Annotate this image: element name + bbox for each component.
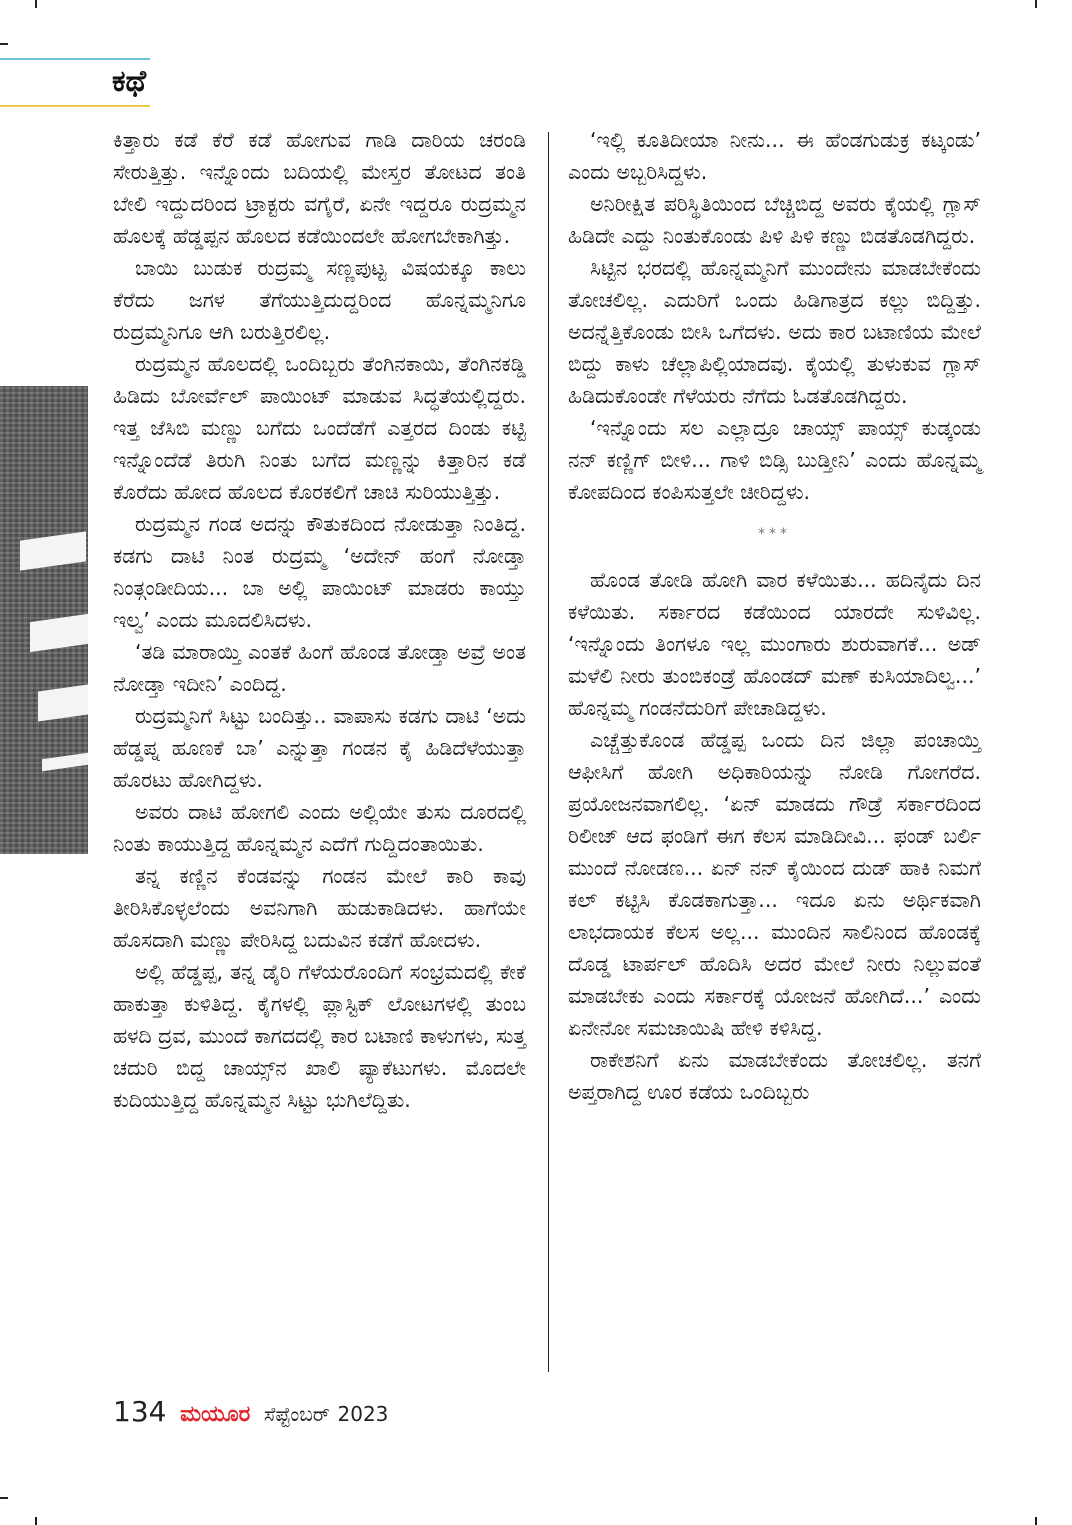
crop-mark [35, 1517, 37, 1525]
crop-mark [1035, 0, 1037, 8]
side-photo-fragment [0, 386, 88, 854]
article-column-right [568, 124, 981, 1108]
crop-mark [35, 0, 37, 8]
paragraph: ಅನಿರೀಕ್ಷಿತ ಪರಿಸ್ಥಿತಿಯಿಂದ ಬೆಚ್ಚಿಬಿದ್ದ ಅವರು ಕೈಯಲ್ಲಿ ಗ್ಲಾಸ್ ಹಿಡಿದೇ ಎದ್ದು ನಿಂತುಕೊಂಡು ಪಿಳಿ ಪಿಳಿ ಕಣ್ಣು ಬಿಡತೊಡಗಿದ್ದರು. [568, 192, 981, 248]
column-divider [548, 132, 549, 1372]
section-break: *** [758, 526, 791, 542]
paragraph: ರುದ್ರಮ್ಮನ ಗಂಡ ಅದನ್ನು ಕೌತುಕದಿಂದ ನೋಡುತ್ತಾ ನಿಂತಿದ್ದ. ಕಡಗು ದಾಟಿ ನಿಂತ ರುದ್ರಮ್ಮ ‘ಅದೇನ್ ಹಂಗೆ ನೋಡ್ತಾ ನಿಂತ್ಗಂಡೀದಿಯ... ಬಾ ಅಲ್ಲಿ ಪಾಯಿಂಟ್ ಮಾಡರು ಕಾಯ್ತು ಇಲ್ವ’ ಎಂದು ಮೂದಲಿಸಿದಳು. [113, 512, 526, 632]
paragraph: ‘ತಡಿ ಮಾರಾಯ್ತಿ ಎಂತಕೆ ಹಿಂಗೆ ಹೊಂಡ ತೋಡ್ತಾ ಅವ್ರೆ ಅಂತ ನೋಡ್ತಾ ಇದೀನಿ’ ಎಂದಿದ್ದ. [113, 640, 526, 696]
paragraph: ‘ಇನ್ನೊಂದು ಸಲ ಎಲ್ಲಾದ್ರೂ ಚಾಯ್ಸ್ ಪಾಯ್ಸ್ ಕುಡ್ಕಂಡು ನನ್ ಕಣ್ಣಿಗ್ ಬೀಳಿ... ಗಾಳಿ ಬಿಡ್ಸಿ ಬುಡ್ತೀನಿ’ ಎಂದು ಹೊನ್ನಮ್ಮ ಕೋಪದಿಂದ ಕಂಪಿಸುತ್ತಲೇ ಚೀರಿದ್ದಳು. [568, 416, 981, 504]
paragraph: ಹೊಂಡ ತೋಡಿ ಹೋಗಿ ವಾರ ಕಳೆಯಿತು... ಹದಿನೈದು ದಿನ ಕಳೆಯಿತು. ಸರ್ಕಾರದ ಕಡೆಯಿಂದ ಯಾರದೇ ಸುಳಿವಿಲ್ಲ. ‘ಇನ್ನೊಂದು ತಿಂಗಳೂ ಇಲ್ಲ ಮುಂಗಾರು ಶುರುವಾಗಕೆ... ಅಡ್ ಮಳೆಲಿ ನೀರು ತುಂಬಿಕಂಡ್ರೆ ಹೊಂಡದ್ ಮಣ್ ಕುಸಿಯಾದಿಲ್ವ...’ ಹೊನ್ನಮ್ಮ ಗಂಡನೆದುರಿಗೆ ಪೇಚಾಡಿದ್ದಳು. [568, 568, 981, 720]
paragraph: ರುದ್ರಮ್ಮನಿಗೆ ಸಿಟ್ಟು ಬಂದಿತ್ತು.. ವಾಪಾಸು ಕಡಗು ದಾಟಿ ‘ಅದು ಹೆಡ್ಡಪ್ನ ಹೂಣಕೆ ಬಾ’ ಎನ್ನುತ್ತಾ ಗಂಡನ ಕೈ ಹಿಡಿದೆಳೆಯುತ್ತಾ ಹೊರಟು ಹೋಗಿದ್ದಳು. [113, 704, 526, 792]
photo-stripe [42, 753, 88, 771]
issue-year: 2023 [337, 1402, 389, 1426]
page-footer [113, 1395, 388, 1428]
header-rule-cyan [0, 58, 150, 60]
section-title: ಕಥೆ [112, 64, 147, 99]
header-rule-yellow [0, 105, 150, 107]
paragraph: ಅಲ್ಲಿ ಹೆಡ್ಡಪ್ಪ, ತನ್ನ ಡೈರಿ ಗೆಳೆಯರೊಂದಿಗೆ ಸಂಭ್ರಮದಲ್ಲಿ ಕೇಕೆ ಹಾಕುತ್ತಾ ಕುಳಿತಿದ್ದ. ಕೈಗಳಲ್ಲಿ ಪ್ಲಾಸ್ಟಿಕ್ ಲೋಟಗಳಲ್ಲಿ ತುಂಬ ಹಳದಿ ದ್ರವ, ಮುಂದೆ ಕಾಗದದಲ್ಲಿ ಕಾರ ಬಟಾಣಿ ಕಾಳುಗಳು, ಸುತ್ತ ಚದುರಿ ಬಿದ್ದ ಚಾಯ್ಸ್‌ನ ಖಾಲಿ ಪ್ಯಾಕೆಟುಗಳು. ಮೊದಲೇ ಕುದಿಯುತ್ತಿದ್ದ ಹೊನ್ನಮ್ಮನ ಸಿಟ್ಟು ಭುಗಿಲೆದ್ದಿತು. [113, 960, 526, 1112]
crop-mark [1035, 1517, 1037, 1525]
paragraph: ರುದ್ರಮ್ಮನ ಹೊಲದಲ್ಲಿ ಒಂದಿಬ್ಬರು ತೆಂಗಿನಕಾಯಿ, ತೆಂಗಿನಕಡ್ಡಿ ಹಿಡಿದು ಬೋರ್ವೆಲ್ ಪಾಯಿಂಟ್ ಮಾಡುವ ಸಿದ್ಧತೆಯಲ್ಲಿದ್ದರು. ಇತ್ತ ಜೆಸಿಬಿ ಮಣ್ಣು ಬಗೆದು ಒಂದೆಡೆಗೆ ಎತ್ತರದ ದಿಂಡು ಕಟ್ಟಿ ಇನ್ನೊಂದೆಡೆ ತಿರುಗಿ ನಿಂತು ಬಗೆದ ಮಣ್ಣನ್ನು ಕಿತ್ತಾರಿನ ಕಡೆ ಕೊರೆದು ಹೋದ ಹೊಲದ ಕೊರಕಲಿಗೆ ಚಾಚಿ ಸುರಿಯುತ್ತಿತ್ತು. [113, 352, 526, 504]
crop-mark [0, 1497, 8, 1499]
paragraph: ಎಚ್ಚೆತ್ತುಕೊಂಡ ಹೆಡ್ಡಪ್ಪ ಒಂದು ದಿನ ಜಿಲ್ಲಾ ಪಂಚಾಯ್ತಿ ಆಫೀಸಿಗೆ ಹೋಗಿ ಅಧಿಕಾರಿಯನ್ನು ನೋಡಿ ಗೋಗರೆದ. ಪ್ರಯೋಜನವಾಗಲಿಲ್ಲ. ‘ಏನ್ ಮಾಡದು ಗೌಡ್ರೆ ಸರ್ಕಾರದಿಂದ ರಿಲೀಜ್ ಆದ ಫಂಡಿಗೆ ಈಗ ಕೆಲಸ ಮಾಡಿದೀವಿ... ಫಂಡ್ ಬರ್ಲಿ ಮುಂದೆ ನೋಡಣ... ಏನ್ ನನ್ ಕೈಯಿಂದ ದುಡ್ ಹಾಕಿ ನಿಮಗೆ ಕಲ್ ಕಟ್ಟಿಸಿ ಕೊಡಕಾಗುತ್ತಾ... ಇದೂ ಏನು ಅರ್ಥಿಕವಾಗಿ ಲಾಭದಾಯಕ ಕೆಲಸ ಅಲ್ಲ... ಮುಂದಿನ ಸಾಲಿನಿಂದ ಹೊಂಡಕ್ಕೆ ದೊಡ್ಡ ಟಾರ್ಪಲ್ ಹೊದಿಸಿ ಅದರ ಮೇಲೆ ನೀರು ನಿಲ್ಲುವಂತೆ ಮಾಡಬೇಕು ಎಂದು ಸರ್ಕಾರಕ್ಕೆ ಯೋಜನೆ ಹೋಗಿದೆ...’ ಎಂದು ಏನೇನೋ ಸಮಜಾಯಿಷಿ ಹೇಳಿ ಕಳಿಸಿದ್ದ. [568, 728, 981, 1040]
photo-stripe [30, 614, 88, 652]
paragraph: ಕಿತ್ತಾರು ಕಡೆ ಕೆರೆ ಕಡೆ ಹೋಗುವ ಗಾಡಿ ದಾರಿಯ ಚರಂಡಿ ಸೇರುತ್ತಿತ್ತು. ಇನ್ನೊಂದು ಬದಿಯಲ್ಲಿ ಮೇಸ್ತರ ತೋಟದ ತಂತಿ ಬೇಲಿ ಇದ್ದುದರಿಂದ ಟ್ರಾಕ್ಟರು ವಗೈರೆ, ಏನೇ ಇದ್ದರೂ ರುದ್ರಮ್ಮನ ಹೊಲಕ್ಕೆ ಹೆಡ್ಡಪ್ಪನ ಹೊಲದ ಕಡೆಯಿಂದಲೇ ಹೋಗಬೇಕಾಗಿತ್ತು. [113, 128, 526, 248]
article-column-left [113, 124, 526, 1116]
paragraph: ತನ್ನ ಕಣ್ಣಿನ ಕೆಂಡವನ್ನು ಗಂಡನ ಮೇಲೆ ಕಾರಿ ಕಾವು ತೀರಿಸಿಕೊಳ್ಳಲೆಂದು ಅವನಿಗಾಗಿ ಹುಡುಕಾಡಿದಳು. ಹಾಗೆಯೇ ಹೊಸದಾಗಿ ಮಣ್ಣು ಪೇರಿಸಿದ್ದ ಬದುವಿನ ಕಡೆಗೆ ಹೋದಳು. [113, 864, 526, 952]
paragraph: ರಾಕೇಶನಿಗೆ ಏನು ಮಾಡಬೇಕೆಂದು ತೋಚಲಿಲ್ಲ. ತನಗೆ ಅಪ್ತರಾಗಿದ್ದ ಊರ ಕಡೆಯ ಒಂದಿಬ್ಬರು [568, 1048, 981, 1104]
page-number: 134 [113, 1395, 167, 1428]
paragraph: ಅವರು ದಾಟಿ ಹೋಗಲಿ ಎಂದು ಅಲ್ಲಿಯೇ ತುಸು ದೂರದಲ್ಲಿ ನಿಂತು ಕಾಯುತ್ತಿದ್ದ ಹೊನ್ನಮ್ಮನ ಎದೆಗೆ ಗುದ್ದಿದಂತಾಯಿತು. [113, 800, 526, 856]
paragraph: ಸಿಟ್ಟಿನ ಭರದಲ್ಲಿ ಹೊನ್ನಮ್ಮನಿಗೆ ಮುಂದೇನು ಮಾಡಬೇಕೆಂದು ತೋಚಲಿಲ್ಲ. ಎದುರಿಗೆ ಒಂದು ಹಿಡಿಗಾತ್ರದ ಕಲ್ಲು ಬಿದ್ದಿತ್ತು. ಅದನ್ನೆತ್ತಿಕೊಂಡು ಬೀಸಿ ಒಗೆದಳು. ಅದು ಕಾರ ಬಟಾಣಿಯ ಮೇಲೆ ಬಿದ್ದು ಕಾಳು ಚೆಲ್ಲಾಪಿಲ್ಲಿಯಾದವು. ಕೈಯಲ್ಲಿ ತುಳುಕುವ ಗ್ಲಾಸ್ ಹಿಡಿದುಕೊಂಡೇ ಗೆಳೆಯರು ನೆಗೆದು ಓಡತೊಡಗಿದ್ದರು. [568, 256, 981, 408]
issue-month: ಸೆಪ್ಟೆಂಬರ್ [263, 1402, 330, 1426]
magazine-logo: ಮಯೂರ [180, 1402, 251, 1427]
paragraph: ‘ಇಲ್ಲಿ ಕೂತಿದೀಯಾ ನೀನು... ಈ ಹೆಂಡಗುಡುಕ್ರ ಕಟ್ಕಂಡು’ ಎಂದು ಅಬ್ಬರಿಸಿದ್ದಳು. [568, 128, 981, 184]
photo-stripe [20, 531, 86, 570]
paragraph: ಬಾಯಿ ಬುಡುಕ ರುದ್ರಮ್ಮ ಸಣ್ಣಪುಟ್ಟ ವಿಷಯಕ್ಕೂ ಕಾಲು ಕೆರೆದು ಜಗಳ ತೆಗೆಯುತ್ತಿದುದ್ದರಿಂದ ಹೊನ್ನಮ್ಮನಿಗೂ ರುದ್ರಮ್ಮನಿಗೂ ಆಗಿ ಬರುತ್ತಿರಲಿಲ್ಲ. [113, 256, 526, 344]
photo-stripe [38, 684, 88, 721]
crop-mark [0, 43, 8, 45]
